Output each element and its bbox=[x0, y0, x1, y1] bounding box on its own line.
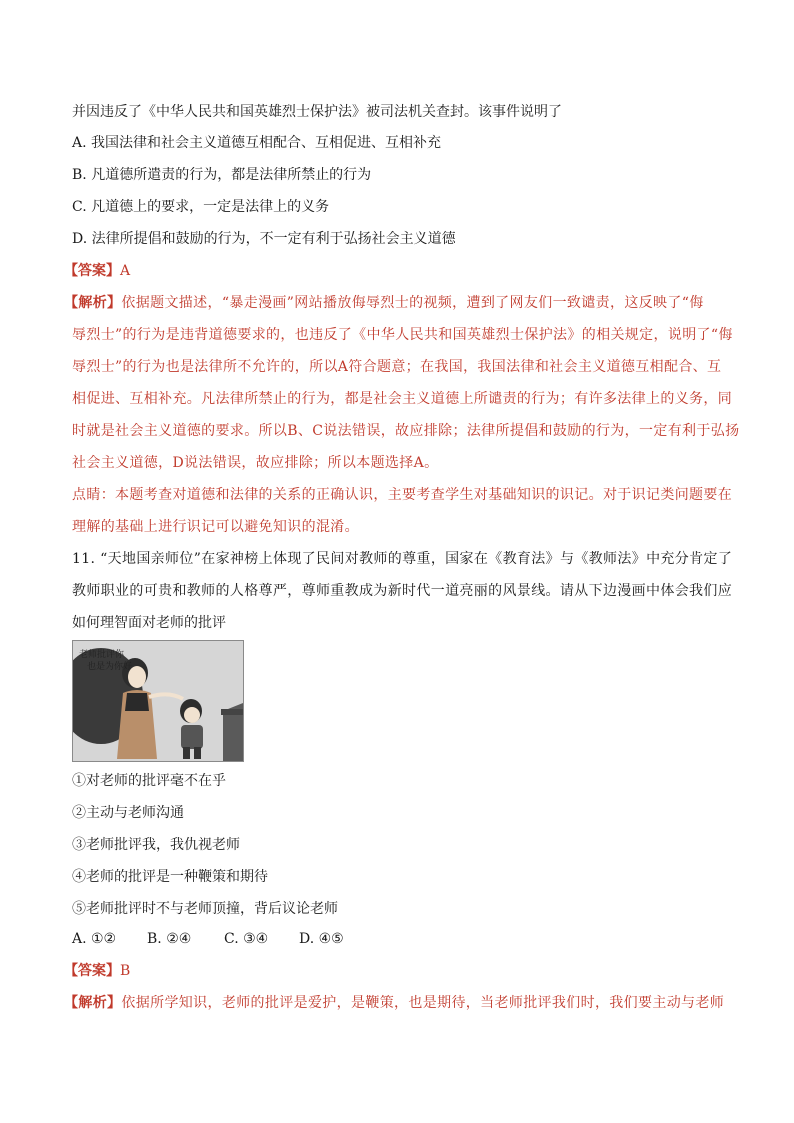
q11-statement-2: ②主动与老师沟通 bbox=[72, 805, 184, 821]
q11-analysis-text: 依据所学知识，老师的批评是爱护，是鞭策，也是期待，当老师批评我们时，我们要主动与老师 bbox=[121, 995, 725, 1011]
q10-analysis-text: 依据题文描述，“暴走漫画”网站播放侮辱烈士的视频，遭到了网友们一致谴责，这反映了“侮 bbox=[121, 295, 704, 311]
q10-answer-line bbox=[64, 262, 130, 280]
q11-statement-1: ①对老师的批评毫不在乎 bbox=[72, 773, 226, 789]
analysis-tag: 【解析】 bbox=[64, 295, 122, 311]
q11-answer-value: B bbox=[120, 963, 131, 979]
q11-analysis-line-1 bbox=[64, 994, 724, 1012]
q10-answer-value: A bbox=[120, 263, 131, 279]
q10-option-a: A. 我国法律和社会主义道德互相配合、互相促进、互相补充 bbox=[72, 135, 442, 151]
cartoon-teacher-and-student bbox=[72, 640, 244, 762]
tip-line-1: 点睛：本题考查对道德和法律的关系的正确认识，主要考查学生对基础知识的识记。对于识记类问题要在 bbox=[72, 487, 733, 503]
q10-option-b: B. 凡道德所遣责的行为，都是法律所禁止的行为 bbox=[72, 167, 372, 183]
q11-stem-line-2: 教师职业的可贵和教师的人格尊严，尊师重教成为新时代一道亮丽的风景线。请从下边漫画中体会我们应 bbox=[72, 583, 733, 599]
tip-line-2: 理解的基础上进行识记可以避免知识的混淆。 bbox=[72, 519, 359, 535]
q10-analysis-line-5: 时就是社会主义道德的要求。所以B、C说法错误，故应排除；法律所提倡和鼓励的行为，一定有利于弘扬 bbox=[72, 423, 740, 439]
q10-analysis-line-1 bbox=[64, 294, 704, 312]
answer-tag: 【答案】 bbox=[64, 963, 120, 979]
q11-stem-line-1: 11. “天地国亲师位”在家神榜上体现了民间对教师的尊重，国家在《教育法》与《教师法》中充分肯定了 bbox=[72, 551, 733, 567]
q11-options bbox=[72, 930, 344, 948]
cartoon-illustration bbox=[73, 641, 243, 761]
q10-analysis-line-3: 辱烈士”的行为也是法律所不允许的，所以A符合题意；在我国，我国法律和社会主义道德互相配合、互 bbox=[72, 359, 722, 375]
q10-analysis-line-6: 社会主义道德，D说法错误，故应排除；所以本题选择A。 bbox=[72, 455, 439, 471]
question-stem-continuation: 并因违反了《中华人民共和国英雄烈士保护法》被司法机关查封。该事件说明了 bbox=[72, 104, 562, 120]
cartoon-caption-line-1: 老师批评你 bbox=[79, 650, 125, 660]
q10-analysis-line-4: 相促进、互相补充。凡法律所禁止的行为，都是社会主义道德上所谴责的行为；有许多法律上的义务，同 bbox=[72, 391, 733, 407]
q11-option-c: C. ③④ bbox=[224, 931, 269, 947]
q11-stem-line-3: 如何理智面对老师的批评 bbox=[72, 615, 226, 631]
q10-option-c: C. 凡道德上的要求，一定是法律上的义务 bbox=[72, 199, 330, 215]
q11-statement-5: ⑤老师批评时不与老师顶撞，背后议论老师 bbox=[72, 901, 338, 917]
q10-option-d: D. 法律所提倡和鼓励的行为，不一定有利于弘扬社会主义道德 bbox=[72, 231, 456, 247]
q11-statement-4: ④老师的批评是一种鞭策和期待 bbox=[72, 869, 268, 885]
q11-option-a: A. ①② bbox=[72, 931, 117, 947]
q11-answer-line bbox=[64, 962, 130, 980]
answer-tag: 【答案】 bbox=[64, 263, 120, 279]
analysis-tag: 【解析】 bbox=[64, 995, 122, 1011]
q11-statement-3: ③老师批评我，我仇视老师 bbox=[72, 837, 240, 853]
cartoon-caption-line-2: 也是为你好 bbox=[87, 662, 133, 672]
q11-option-b: B. ②④ bbox=[147, 931, 192, 947]
q11-option-d: D. ④⑤ bbox=[299, 931, 344, 947]
q10-analysis-line-2: 辱烈士”的行为是违背道德要求的，也违反了《中华人民共和国英雄烈士保护法》的相关规定，说明了“侮 bbox=[72, 327, 733, 343]
